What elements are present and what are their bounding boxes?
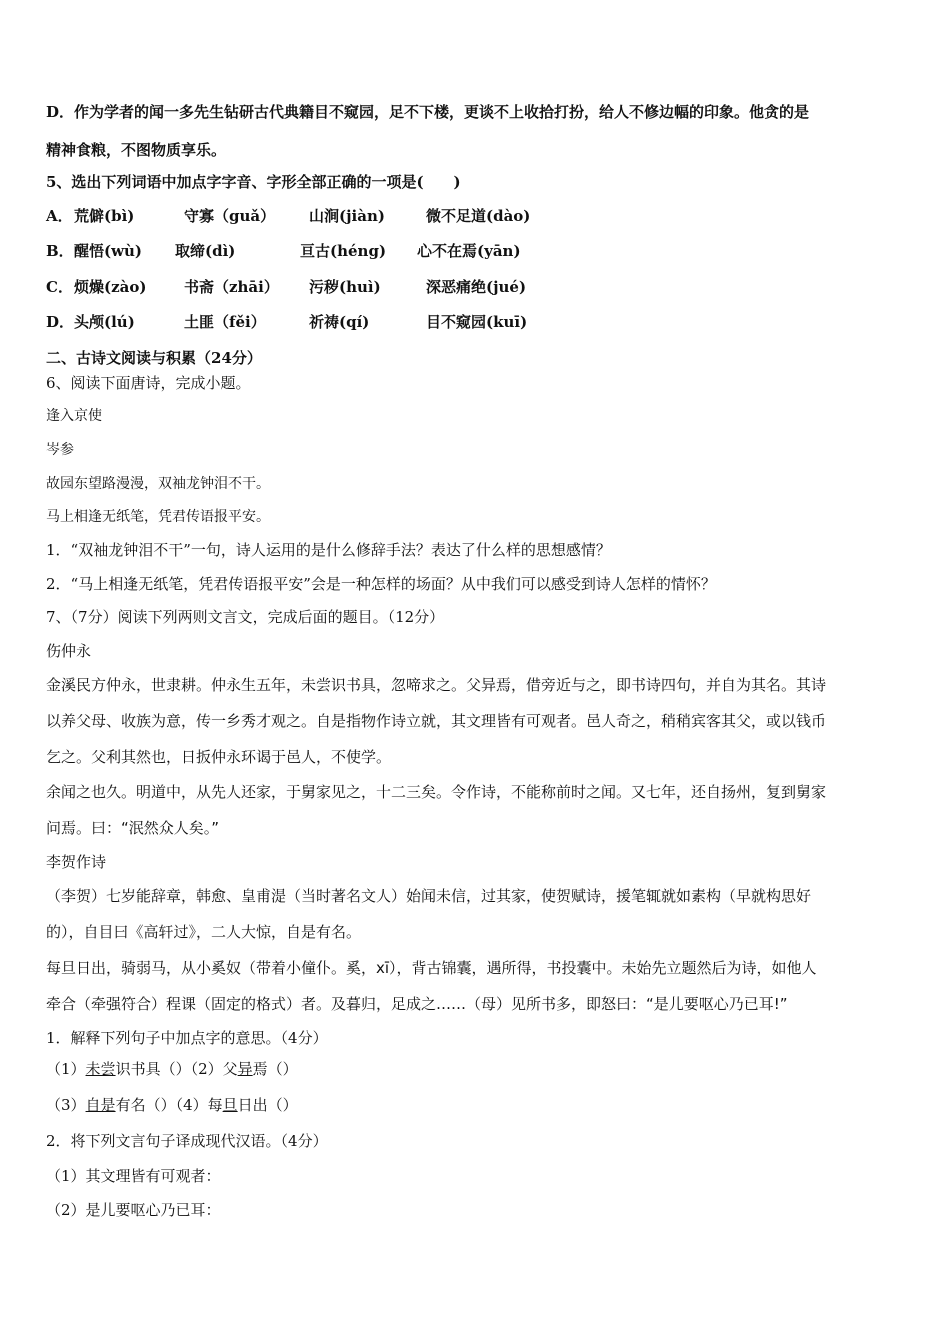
q5-option-b-item: 亘古(héng) — [300, 242, 387, 260]
q5-option-c-label: C． — [46, 278, 73, 296]
q5-option-d-label: D． — [46, 313, 75, 331]
q5-option-a-item: 守寡（guǎ） — [184, 207, 276, 225]
underlined-word: 未尝 — [85, 1060, 116, 1078]
poem-line: 马上相逢无纸笔，凭君传语报平安。 — [46, 509, 270, 525]
q5-option-d-item: 土匪（fěi） — [184, 313, 266, 331]
text2-line: 牵合（牵强符合）程课（固定的格式）者。及暮归，足成之……（母）见所书多，即怒曰：“是儿要呕心乃已耳!” — [46, 995, 788, 1013]
q4-option-d-line2: 精神食粮，不图物质享乐。 — [46, 141, 227, 159]
q5-option-a-item: 荒僻(bì) — [74, 207, 135, 225]
text2-line: 的），自目曰《高轩过》，二人大惊，自是有名。 — [46, 923, 362, 941]
text2-line: 每旦日出，骑弱马，从小奚奴（带着小僮仆。奚，xī），背古锦囊，遇所得，书投囊中。未始先立题然后为诗，如他人 — [46, 959, 817, 977]
text2-title: 李贺作诗 — [46, 853, 107, 871]
row-text: 有名（）（4）每 — [115, 1096, 223, 1114]
row-prefix: （1） — [46, 1060, 86, 1078]
text1-line: 问焉。曰：“泯然众人矣。” — [46, 819, 220, 837]
q5-option-a-item: 山涧(jiàn) — [309, 207, 385, 225]
row-prefix: （3） — [46, 1096, 86, 1114]
text1-line: 以养父母、收族为意，传一乡秀才观之。自是指物作诗立就，其文理皆有可观者。邑人奇之，稍稍宾客其父，或以钱币 — [46, 712, 827, 730]
text1-line: 余闻之也久。明道中，从先人还家，于舅家见之，十二三矣。令作诗，不能称前时之闻。又七年，还自扬州，复到舅家 — [46, 783, 827, 801]
q4-option-d-line1: D．作为学者的闻一多先生钻研古代典籍目不窥园，足不下楼，更谈不上收拾打扮，给人不修边幅的印象。他贪的是 — [46, 103, 810, 121]
q6-sub2: 2．“马上相逢无纸笔，凭君传语报平安”会是一种怎样的场面？从中我们可以感受到诗人怎样的情怀？ — [46, 575, 716, 593]
q5-option-a-label: A． — [46, 207, 73, 225]
row-text: 识书具（）（2）父 — [115, 1060, 238, 1078]
text1-line: 乞之。父利其然也，日扳仲永环谒于邑人，不使学。 — [46, 748, 392, 766]
poem-author: 岑参 — [46, 442, 74, 458]
q5-option-c-item: 烦燥(zào) — [74, 278, 147, 296]
q5-option-b-item: 醒悟(wù) — [74, 242, 143, 260]
q5-option-d-item: 目不窥园(kuī) — [426, 313, 528, 331]
q5-stem: 5、选出下列词语中加点字字音、字形全部正确的一项是( ) — [46, 173, 461, 191]
q5-option-a-item: 微不足道(dào) — [426, 207, 531, 225]
q5-option-d-item: 祈祷(qí) — [309, 313, 370, 331]
q5-option-b-label: B． — [46, 242, 74, 260]
q5-option-c-item: 深恶痛绝(jué) — [426, 278, 527, 296]
poem-title: 逢入京使 — [46, 408, 102, 424]
q5-option-b-item: 心不在焉(yān) — [417, 242, 521, 260]
underlined-word: 异 — [237, 1060, 253, 1078]
underlined-word: 自是 — [85, 1096, 116, 1114]
row-text: 焉（） — [252, 1060, 298, 1078]
q6-sub1: 1．“双袖龙钟泪不干”一句，诗人运用的是什么修辞手法？表达了什么样的思想感情？ — [46, 541, 611, 559]
q7-stem: 7、（7分）阅读下列两则文言文，完成后面的题目。（12分） — [46, 608, 445, 626]
q7-sub2-stem: 2．将下列文言句子译成现代汉语。（4分） — [46, 1132, 328, 1150]
q7-sub1-row — [46, 1059, 298, 1079]
underlined-word: 旦 — [222, 1096, 238, 1114]
q5-option-b-item: 取缔(dì) — [175, 242, 236, 260]
q6-stem: 6、阅读下面唐诗，完成小题。 — [46, 374, 251, 392]
q5-option-d-item: 头颅(lú) — [74, 313, 135, 331]
q7-sub2-item: （1）其文理皆有可观者： — [46, 1167, 221, 1185]
text1-line: 金溪民方仲永，世隶耕。仲永生五年，未尝识书具，忽啼求之。父异焉，借旁近与之，即书诗四句，并自为其名。其诗 — [46, 676, 827, 694]
q5-option-c-item: 污秽(huì) — [309, 278, 381, 296]
q5-option-c-item: 书斋（zhāi） — [184, 278, 279, 296]
q7-sub1-row — [46, 1095, 298, 1115]
q7-sub1-stem: 1．解释下列句子中加点字的意思。（4分） — [46, 1029, 328, 1047]
row-text: 日出（） — [237, 1096, 298, 1114]
q7-sub2-item: （2）是儿要呕心乃已耳： — [46, 1201, 221, 1219]
text2-line: （李贺）七岁能辞章，韩愈、皇甫湜（当时著名文人）始闻未信，过其家，使贺赋诗，援笔辄就如素构（早就构思好 — [46, 887, 812, 905]
section-title: 二、古诗文阅读与积累（24分） — [46, 349, 262, 367]
text1-title: 伤仲永 — [46, 642, 92, 660]
poem-line: 故园东望路漫漫，双袖龙钟泪不干。 — [46, 476, 270, 492]
